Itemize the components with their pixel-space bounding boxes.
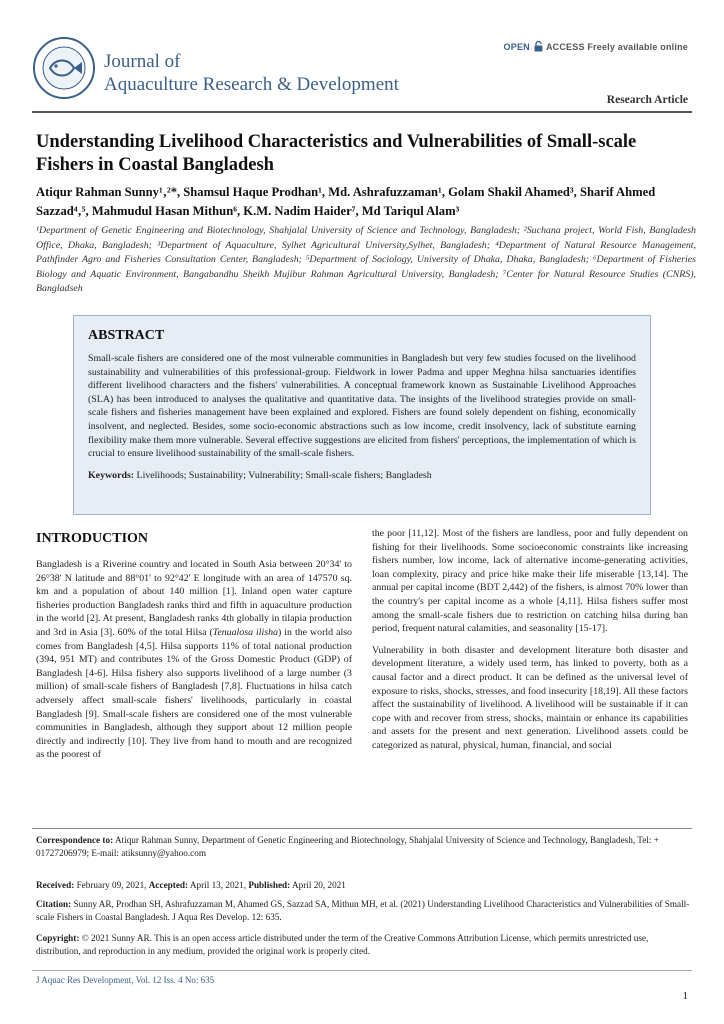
correspondence-text: Atiqur Rahman Sunny, Department of Genetic Engineering and Biotechnology, Shahjalal University of Science and Technology, Bangladesh, Tel: + 01727206979; E-mail: atiksunny@yahoo.com: [36, 835, 659, 859]
keywords-list: Livelihoods; Sustainability; Vulnerability; Small-scale fishers; Bangladesh: [136, 469, 432, 481]
received-label: Received:: [36, 880, 75, 890]
intro-paragraph-continued: the poor [11,12]. Most of the fishers are landless, poor and fully dependent on fishing for their livelihoods. Some socioeconomic constraints like increasing fishers number, low income, lack of alternative income-generating activities, loan complexity, piracy and price hike make their life miserable [13,14]. The annual per capital income (BDT 2,442) of the fishers, is almost 70% lower than the country's per capital income as a whole [4,11]. Hilsa fishers suffer most among the small-scale fishers due to restriction on catching hilsa during ban period, frequent natural calamities, and seasonality [15-17].: [372, 528, 688, 635]
keywords: [88, 470, 636, 481]
intro-column-right: [372, 527, 688, 753]
abstract-heading: ABSTRACT: [88, 328, 165, 343]
copyright-label: Copyright:: [36, 933, 80, 943]
intro-paragraph: [36, 558, 352, 762]
page-number: 1: [682, 990, 688, 1002]
vulnerability-paragraph: Vulnerability in both disaster and development literature both disaster and development literature, a widely used term, has linked to poverty, both as a causal factor and a direct product. It can be defined as the universal level of exposure to risks, shocks, stresses, and food insecurity [18,19]. All these factors affect the sustainability of livelihood. A livelihood will be sustainable if it can cope with and recover from stress, shocks, maintain or enhance its capabilities and assets for the present and next generation. Livelihood assets could be categorized as natural, physical, human, financial, and social: [372, 644, 688, 751]
open-access-lock-icon: [534, 41, 543, 54]
author-list: Atiqur Rahman Sunny¹‚²*, Shamsul Haque Prodhan¹, Md. Ashrafuzzaman¹, Golam Shakil Ahamed³, Sharif Ahmed Sazzad⁴‚⁵, Mahmudul Hasan Mithun⁶, K.M. Nadim Haider⁷, Md Tariqul Alam³: [36, 185, 656, 218]
intro-text-b: ) in the world also comes from Bangladesh [4,5]. Hilsa supports 11% of total national production (394, 951 MT) and contributes 1% of the Gross Domestic Product (GDP) of Bangladesh [4-6]. Hilsa fishery also supports livelihood of a large number (3 million) of small-scale fishers of Bangladesh [7,8]. Fluctuations in hilsa catch adversely affect small-scale fishers' livelihoods, particularly in coastal Bangladesh [9]. Small-scale fishers are considered one of the most vulnerable communities in Bangladesh, although they support about 12 million people directly and indirectly [10]. They live from hand to mouth and are recognized as the poorest of: [36, 626, 352, 761]
abstract-box: [73, 315, 651, 515]
access-label: ACCESS Freely available online: [545, 42, 688, 52]
intro-column-left: [36, 558, 352, 762]
citation-label: Citation:: [36, 899, 72, 909]
dates: [36, 879, 690, 892]
published-label: Published:: [248, 880, 291, 890]
footer-divider: [32, 828, 692, 829]
keywords-label: Keywords:: [88, 469, 135, 481]
open-access-badge: [504, 41, 688, 54]
published-date: April 20, 2021: [292, 880, 346, 890]
page-footer-divider: [32, 970, 692, 971]
accepted-date: April 13, 2021,: [189, 880, 247, 890]
journal-logo-icon: [32, 36, 96, 100]
article-type: Research Article: [606, 94, 688, 106]
species-name: Tenualosa ilisha: [212, 626, 278, 638]
citation: [36, 898, 690, 924]
intro-text-a: Bangladesh is a Riverine country and located in South Asia between 20°34' to 26°38' N latitude and 88°01' to 92°42' E longitude with an area of 147570 sq. km and a population of about 140 million [1]. Inland open water capture fisheries production Bangladesh ranks third and fifth in aquaculture production in the world [2]. At present, Bangladesh ranks 4th globally in tilapia production and 3rd in Asia [3]. 60% of the total Hilsa (: [36, 559, 352, 638]
journal-title-line1: Journal of: [104, 51, 181, 72]
accepted-label: Accepted:: [148, 880, 189, 890]
journal-title: [104, 50, 399, 96]
abstract-text: Small-scale fishers are considered one of the most vulnerable communities in Bangladesh but very few studies focused on the livelihood sustainability and vulnerabilities of this professional-group. Fieldwork in lower Padma and upper Meghna hilsa sanctuaries identifies different livelihood characters and the fishers' vulnerabilities. A conceptual framework known as Sustainable Livelihood Approaches (SLA) has been introduced to analyses the qualitative and quantitative data. The insights of the livelihood strategies provide on small-scale fishers and fisheries management have been explained and explored. Fishers are found solely dependent on fishing, economically insolvent, and neglected. Besides, some socio-economic abstractions such as low income, credit insolvency, lack of substitute earning flexibility make them more vulnerable. Several effective suggestions are elicited from fishers' perceptions, the implementation of which is crucial to ensure livelihood sustainability of the small-scale fishers.: [88, 353, 636, 460]
correspondence-label: Correspondence to:: [36, 835, 114, 845]
affiliations: ¹Department of Genetic Engineering and Biotechnology, Shahjalal University of Science and Technology, Bangladesh; ²Suchana project, World Fish, Bangladesh Office, Dhaka, Bangladesh; ³Department of Aquaculture, Sylhet Agricultural University,Sylhet, Bangladesh; ⁴Department of Natural Resource Management, Pathfinder Agro and Fisheries Consultation Center, Bangladesh; ⁵Department of Sociology, University of Dhaka, Dhaka, Bangladesh; ⁶Department of Fisheries Biology and Aquatic Environment, Bangabandhu Sheikh Mujibur Rahman Agricultural University, Bangladesh; ⁷Center for Natural Resource Studies (CNRS), Bangladseh: [36, 225, 696, 295]
copyright: [36, 932, 690, 958]
citation-text: Sunny AR, Prodhan SH, Ashrafuzzaman M, Ahamed GS, Sazzad SA, Mithun MH, et al. (2021) Understanding Livelihood Characteristics and Vulnerabilities of Small-scale Fishers in Coastal Bangladesh. J Aqua Res Develop. 12: 635.: [36, 899, 690, 923]
introduction-heading: INTRODUCTION: [36, 531, 149, 546]
article-title: Understanding Livelihood Characteristics and Vulnerabilities of Small-scale Fishers in Coastal Bangladesh: [36, 132, 637, 175]
correspondence: [36, 834, 690, 860]
journal-title-line2: Aquaculture Research & Development: [104, 74, 399, 95]
open-label: OPEN: [503, 42, 530, 52]
journal-reference: J Aquac Res Development, Vol. 12 Iss. 4 No: 635: [36, 975, 215, 985]
header-divider: [32, 111, 692, 113]
received-date: February 09, 2021,: [76, 880, 147, 890]
copyright-text: © 2021 Sunny AR. This is an open access article distributed under the term of the Creative Commons Attribution License, which permits unrestricted use, distribution, and reproduction in any medium, provided the original work is properly cited.: [36, 933, 649, 957]
